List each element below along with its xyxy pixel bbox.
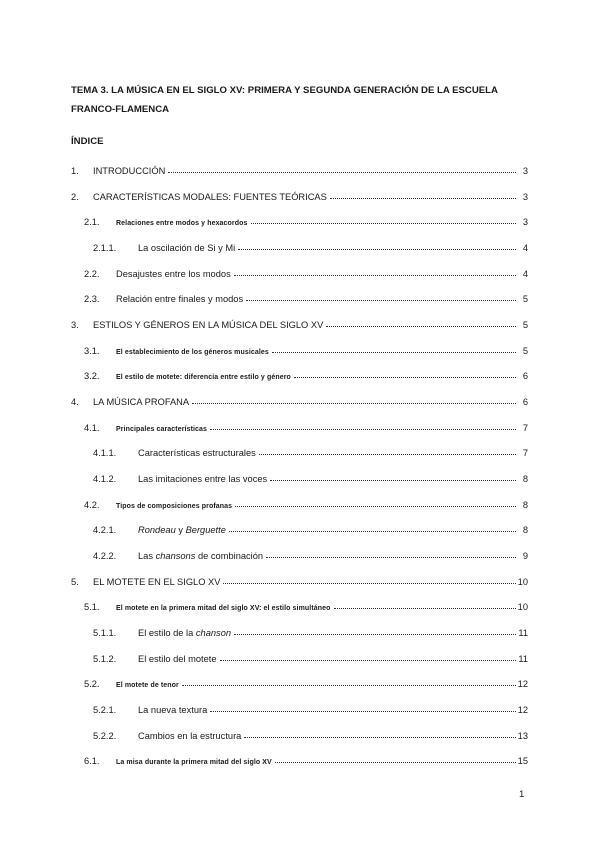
toc-entry-page: 15 [517,756,528,766]
dot-leader [210,710,515,712]
title-text: El estilo de la [138,628,196,638]
toc-entry-title: La misa durante la primera mitad del siglo XV [116,759,272,766]
toc-entry-number: 2.3. [84,294,100,304]
toc-entry-title: Relación entre finales y modos [116,294,244,304]
toc-entry[interactable] [84,419,528,433]
toc-entry[interactable] [84,290,528,304]
toc-entry-page: 3 [522,166,528,176]
title-text: y [175,525,186,535]
toc-entry-title: El estilo del motete [138,654,217,664]
dot-leader [330,197,516,199]
toc-entry[interactable] [93,521,528,535]
toc-entry-page: 5 [522,294,528,304]
toc-entry-title: Características estructurales [138,448,256,458]
toc-entry[interactable] [93,470,528,484]
toc-entry-title: Tipos de composiciones profanas [116,503,233,510]
title-italic: chansons [155,551,196,561]
dot-leader [334,607,516,609]
dot-leader [251,222,517,224]
dot-leader [234,274,516,276]
document-title: TEMA 3. LA MÚSICA EN EL SIGLO XV: PRIMERA Y SEGUNDA GENERACIÓN DE LA ESCUELA FRANCO-FLAMENCA [71,85,498,115]
toc-entry-title: Desajustes entre los modos [116,269,231,279]
toc-entry-title: El motete de tenor [116,682,179,689]
toc-entry-number: 5. [71,577,79,587]
toc-entry-number: 5.2.1. [93,705,117,715]
toc-entry-number: 2.1. [84,217,100,227]
toc-entry-number: 5.1.1. [93,628,117,638]
toc-entry-title: CARACTERÍSTICAS MODALES: FUENTES TEÓRICAS [93,192,327,202]
toc-entry-number: 4.1.1. [93,448,117,458]
toc-entry-title: Principales características [116,426,208,433]
toc-entry-number: 4.2.1. [93,525,117,535]
toc-entry-page: 10 [517,577,528,587]
toc-entry-title: ESTILOS Y GÉNEROS EN LA MÚSICA DEL SIGLO XV [93,320,324,330]
toc-entry-page: 12 [517,705,528,715]
dot-leader [192,402,516,404]
toc-entry-page: 5 [522,320,528,330]
toc-entry-page: 11 [518,654,528,664]
toc-entry-number: 3.1. [84,346,100,356]
toc-entry-page: 5 [522,346,528,356]
toc-entry-page: 10 [517,602,528,612]
dot-leader [275,761,516,763]
toc-entry-number: 3.2. [84,371,100,381]
toc-entry-number: 2.2. [84,269,100,279]
toc-entry-number: 4. [71,397,79,407]
toc-entry-number: 2. [71,192,79,202]
toc-entry[interactable] [84,367,528,381]
dot-leader [235,505,516,507]
dot-leader [244,736,515,738]
toc-entry[interactable] [93,650,528,664]
index-heading: ÍNDICE [71,136,104,147]
toc-entry-title: La oscilación de Si y Mi [138,243,236,253]
toc-entry[interactable] [93,239,528,253]
dot-leader [234,633,516,635]
toc-entry[interactable] [84,675,528,689]
toc-entry[interactable] [93,444,528,458]
dot-leader [246,299,516,301]
toc-entry-page: 8 [522,525,528,535]
toc-entry[interactable] [71,573,528,587]
toc-entry-title: LA MÚSICA PROFANA [93,397,190,407]
title-text: Las [138,551,156,561]
toc-entry-number: 3. [71,320,79,330]
toc-entry-number: 5.1. [84,602,100,612]
toc-entry-title: Cambios en la estructura [138,731,242,741]
toc-entry-number: 5.1.2. [93,654,117,664]
toc-entry-page: 6 [522,371,528,381]
toc-entry[interactable] [84,598,528,612]
toc-entry-title: La nueva textura [138,705,208,715]
toc-entry[interactable] [93,701,528,715]
toc-entry-page: 7 [522,448,528,458]
toc-entry-number: 4.1.2. [93,474,117,484]
toc-entry-title [138,628,231,638]
toc-entry[interactable] [84,752,528,766]
toc-entry-page: 3 [522,217,528,227]
dot-leader [326,325,516,327]
dot-leader [210,428,516,430]
toc-entry-title: Relaciones entre modos y hexacordos [116,220,248,227]
toc-entry-page: 12 [517,679,528,689]
dot-leader [220,659,516,661]
title-italic: Berguette [185,525,226,535]
toc-entry-number: 4.1. [84,423,100,433]
dot-leader [266,556,516,558]
toc-entry-page: 9 [522,551,528,561]
toc-entry-number: 2.1.1. [93,243,117,253]
dot-leader [182,684,516,686]
toc-entry[interactable] [71,188,528,202]
toc-entry-title: El motete en la primera mitad del siglo XV: el estilo simultáneo [116,605,331,612]
toc-entry-title [138,551,263,561]
dot-leader [238,248,516,250]
toc-entry-page: 8 [522,474,528,484]
dot-leader [270,479,516,481]
title-italic: Rondeau [138,525,176,535]
toc-entry-title: El estilo de motete: diferencia entre estilo y género [116,374,291,381]
title-text: de combinación [195,551,264,561]
toc-entry[interactable] [84,265,528,279]
toc-entry-title: Las imitaciones entre las voces [138,474,268,484]
toc-entry-number: 6.1. [84,756,100,766]
toc-entry[interactable] [71,393,528,407]
dot-leader [272,351,516,353]
toc-entry-title: EL MOTETE EN EL SIGLO XV [93,577,221,587]
toc-entry-page: 6 [522,397,528,407]
page-number: 1 [519,789,525,800]
toc-entry-number: 4.2. [84,500,100,510]
toc-entry[interactable] [71,162,528,176]
toc-entry-number: 4.2.2. [93,551,117,561]
toc-entry-title: El establecimiento de los géneros musicales [116,349,269,356]
toc-entry-number: 5.2. [84,679,100,689]
toc-entry-page: 7 [522,423,528,433]
toc-entry-number: 1. [71,166,79,176]
toc-entry-number: 5.2.2. [93,731,117,741]
toc-entry[interactable] [71,316,528,330]
toc-entry[interactable] [93,727,528,741]
toc-entry-page: 13 [517,731,528,741]
toc-entry-title [138,525,226,535]
toc-entry[interactable] [93,624,528,638]
toc-entry[interactable] [84,213,528,227]
dot-leader [294,376,516,378]
toc-entry-page: 11 [518,628,528,638]
title-italic: chanson [195,628,232,638]
dot-leader [223,582,515,584]
toc-entry-page: 8 [522,500,528,510]
toc-entry-title: INTRODUCCIÓN [93,166,166,176]
toc-entry[interactable] [84,342,528,356]
dot-leader [168,171,516,173]
toc-entry-page: 3 [522,192,528,202]
toc-entry-page: 4 [522,243,528,253]
toc-entry[interactable] [84,496,528,510]
toc-entry[interactable] [93,547,528,561]
dot-leader [229,530,516,532]
toc-entry-page: 4 [522,269,528,279]
dot-leader [259,453,516,455]
